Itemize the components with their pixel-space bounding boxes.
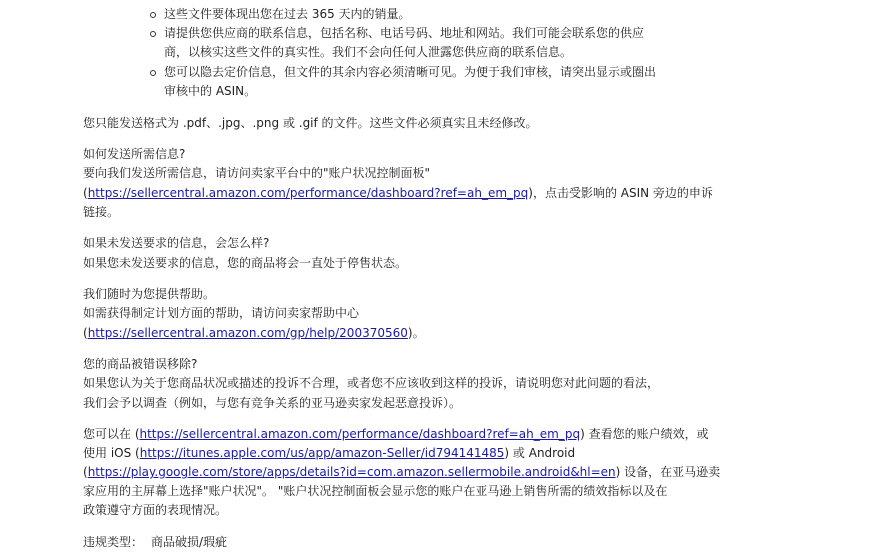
paragraph-line: 要向我们发送所需信息，请访问卖家平台中的"账户状况控制面板" [83,166,431,180]
paragraph-text: )。 [407,326,425,340]
violation-label: 违规类型： [83,535,144,549]
paragraph-text: )，点击受影响的 ASIN 旁边的申诉 [528,186,713,200]
ios-app-link[interactable]: https://itunes.apple.com/us/app/amazon-Seller/id794141485 [139,446,505,460]
seller-help-link[interactable]: https://sellercentral.amazon.com/gp/help/200370560 [87,326,408,340]
formats-note: 您只能发送格式为 .pdf、.jpg、.png 或 .gif 的文件。这些文件必须真实且未经修改。 [83,116,538,130]
paragraph-text: ( [83,465,88,479]
paragraph-line: 如需获得制定计划方面的帮助，请访问卖家帮助中心 [83,306,360,320]
paragraph-line: 如果您认为关于您商品状况或描述的投诉不合理，或者您不应该收到这样的投诉，请说明您对此问题的看法， [83,376,660,390]
section-heading: 我们随时为您提供帮助。 [83,287,216,301]
paren: ( [83,186,88,200]
section-heading: 您的商品被错误移除? [83,357,198,371]
paragraph-text: ) 查看您的账户绩效，或 [580,427,709,441]
paragraph-text: ) 设备，在亚马逊卖 [615,465,721,479]
performance-dashboard-link[interactable]: https://sellercentral.amazon.com/performance/dashboard?ref=ah_em_pq [139,427,581,441]
paragraph-line: 政策遵守方面的表现情况。 [83,503,228,517]
paragraph-text: 您可以在 ( [83,427,140,441]
bullet-marker [150,12,156,18]
android-app-link[interactable]: https://play.google.com/store/apps/details?id=com.amazon.sellermobile.android&hl=en [87,465,616,479]
paragraph-line [83,444,575,463]
violation-type [83,533,227,552]
paragraph-line: 如果您未发送要求的信息，您的商品将会一直处于停售状态。 [83,256,408,270]
bullet-marker [150,31,156,37]
paragraph-text: ) 或 Android [504,446,576,460]
violation-value: 商品破损/瑕疵 [151,535,228,549]
dashboard-link[interactable]: https://sellercentral.amazon.com/performance/dashboard?ref=ah_em_pq [87,186,529,200]
paragraph-line [83,425,709,444]
paragraph-text: 使用 iOS ( [83,446,140,460]
bullet-item-continued: 审核中的 ASIN。 [164,84,257,98]
paragraph-line: 链接。 [83,205,120,219]
section-heading: 如何发送所需信息? [83,147,186,161]
bullet-item-continued: 商，以核实这些文件的真实性。我们不会向任何人泄露您供应商的联系信息。 [164,45,573,59]
paragraph-line [83,184,713,203]
paragraph-line [83,324,425,343]
bullet-item: 请提供您供应商的联系信息，包括名称、电话号码、地址和网站。我们可能会联系您的供应 [164,26,645,40]
bullet-item: 您可以隐去定价信息，但文件的其余内容必须清晰可见。为便于我们审核，请突出显示或圈出 [164,65,657,79]
bullet-marker [150,70,156,76]
section-heading: 如果未发送要求的信息，会怎么样? [83,236,270,250]
paren: ( [83,326,88,340]
paragraph-line: 家应用的主屏幕上选择"账户状况"。 "账户状况控制面板会显示您的账户在亚马逊上销售所需的绩效指标以及在 [83,484,668,498]
paragraph-line [83,463,720,482]
bullet-item: 这些文件要体现出您在过去 365 天内的销量。 [164,7,411,21]
paragraph-line: 我们会予以调查（例如，与您有竞争关系的亚马逊卖家发起恶意投诉）。 [83,396,462,410]
